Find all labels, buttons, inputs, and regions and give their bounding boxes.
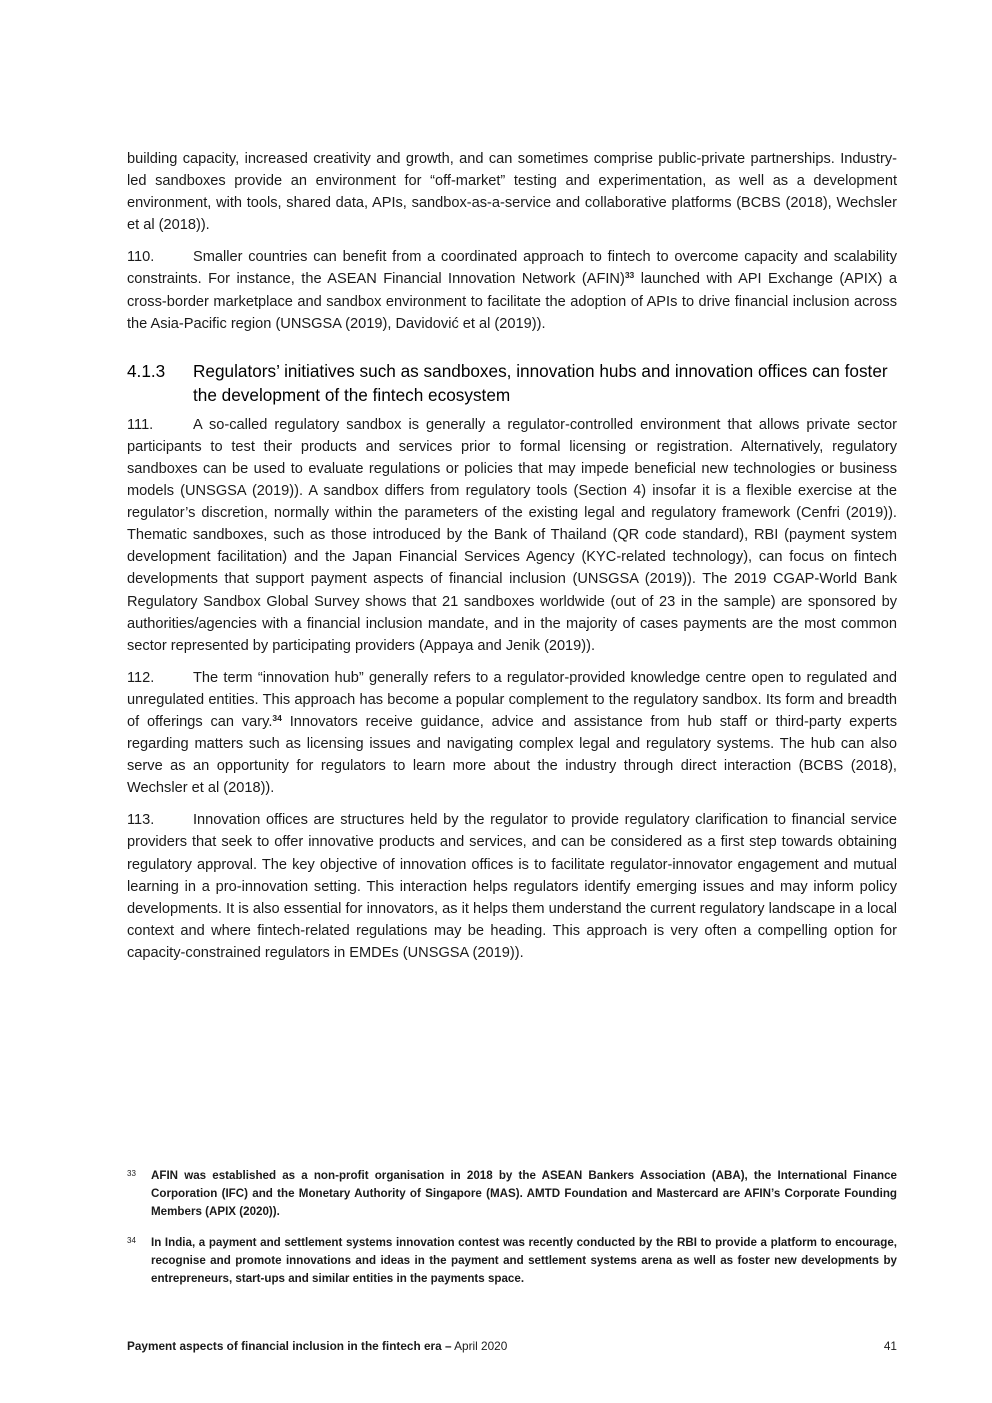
paragraph-110 <box>127 246 897 334</box>
footnote-text: In India, a payment and settlement systems innovation contest was recently conducted by the RBI to provide a platform to encourage, recognise and promote innovations and ideas in the payment and settlement systems arena as well as foster new developments by entrepreneurs, start-ups and similar entities in the payments space. <box>151 1235 897 1286</box>
footnote-33 <box>127 1167 897 1222</box>
document-title: Payment aspects of financial inclusion in the fintech era – <box>127 1339 452 1353</box>
paragraph-text: Smaller countries can benefit from a coordinated approach to fintech to overcome capacity and scalability constraints. For instance, the ASEAN Financial Innovation Network (AFIN) <box>127 249 897 288</box>
paragraph-text: The term “innovation hub” generally refers to a regulator-provided knowledge centre open to regulated and unregulated entities. This approach has become a popular complement to the regulatory sandbox. Its form and breadth of offerings can vary. <box>127 669 897 730</box>
footnotes <box>127 1167 897 1300</box>
paragraph-number: 110. <box>127 249 155 266</box>
page-number: 41 <box>883 1339 897 1353</box>
main-content <box>127 148 897 974</box>
section-number: 4.1.3 <box>127 360 166 381</box>
paragraph-number: 112. <box>127 669 155 686</box>
footer-title-block <box>127 1338 507 1354</box>
paragraph-113 <box>127 809 897 964</box>
footnote-ref-34[interactable]: 34 <box>272 712 282 723</box>
paragraph-112 <box>127 667 897 800</box>
footnote-number: 33 <box>127 1169 136 1178</box>
paragraph-number: 113. <box>127 812 155 829</box>
paragraph-continued <box>127 148 897 236</box>
paragraph-text: Innovation offices are structures held by the regulator to provide regulatory clarification to financial service providers that seek to offer innovative products and services, and can be considered as a first step towards obtaining regulatory approval. The key objective of innovation offices is to facilitate regulator-innovator engagement and mutual learning in a pro-innovation setting. This interaction helps regulators identify emerging issues and may inform policy developments. It is also essential for innovators, as it helps them understand the current regulatory landscape in a local context and where fintech-related regulations may be heading. This approach is very often a compelling option for capacity-constrained regulators in EMDEs (UNSGSA (2019)). <box>127 812 897 961</box>
paragraph-111 <box>127 414 897 657</box>
footnote-text: AFIN was established as a non-profit organisation in 2018 by the ASEAN Bankers Association (ABA), the International Finance Corporation (IFC) and the Monetary Authority of Singapore (MAS). AMTD Foundation and Mastercard are AFIN’s Corporate Founding Members (APIX (2020)). <box>151 1169 897 1219</box>
footnote-ref-33[interactable]: 33 <box>624 270 635 281</box>
section-title: Regulators’ initiatives such as sandboxes, innovation hubs and innovation offices can foster the development of the fintech ecosystem <box>193 360 888 406</box>
footnote-34 <box>127 1234 897 1289</box>
paragraph-text-cont: launched with API Exchange (APIX) a cross-border marketplace and sandbox environment to facilitate the adoption of APIs to drive financial inclusion across the Asia-Pacific region (UNSGSA (2019), Davidović et al (2019)). <box>127 271 897 332</box>
paragraph-text: building capacity, increased creativity and growth, and can sometimes comprise public-private partnerships. Industry-led sandboxes provide an environment for “off-market” testing and experimentation, as well as a development environment, with tools, shared data, APIs, sandbox-as-a-service and collaborative platforms (BCBS (2018), Wechsler et al (2018)). <box>127 151 897 234</box>
footnote-number: 34 <box>127 1235 136 1245</box>
document-date: April 2020 <box>454 1339 508 1353</box>
page-footer <box>127 1338 897 1354</box>
paragraph-number: 111. <box>127 416 154 433</box>
paragraph-text-cont: Innovators receive guidance, advice and assistance from hub staff or third-party experts regarding matters such as licensing issues and navigating complex legal and regulatory systems. The hub can also serve as an opportunity for regulators to learn more about the industry through direct interaction (BCBS (2018), Wechsler et al (2018)). <box>127 713 897 797</box>
section-heading <box>127 359 897 408</box>
paragraph-text: A so-called regulatory sandbox is generally a regulator-controlled environment that allows private sector participants to test their products and services prior to formal licensing or registration. Alternatively, regulatory sandboxes can be used to evaluate regulations or policies that may impede beneficial new technologies or business models (UNSGSA (2019)). A sandbox differs from regulatory tools (Section 4) insofar it is a flexible exercise at the regulator’s discretion, normally within the parameters of the existing legal and regulatory framework (Cenfri (2019)). Thematic sandboxes, such as those introduced by the Bank of Thailand (QR code standard), RBI (payment system development facilitation) and the Japan Financial Services Agency (KYC-related technology), can focus on fintech developments that support payment aspects of financial inclusion (UNSGSA (2019)). The 2019 CGAP-World Bank Regulatory Sandbox Global Survey shows that 21 sandboxes worldwide (out of 23 in the sample) are sponsored by authorities/agencies with a financial inclusion mandate, and in the majority of cases payments are the most common sector represented by participating providers (Appaya and Jenik (2019)). <box>127 416 897 654</box>
